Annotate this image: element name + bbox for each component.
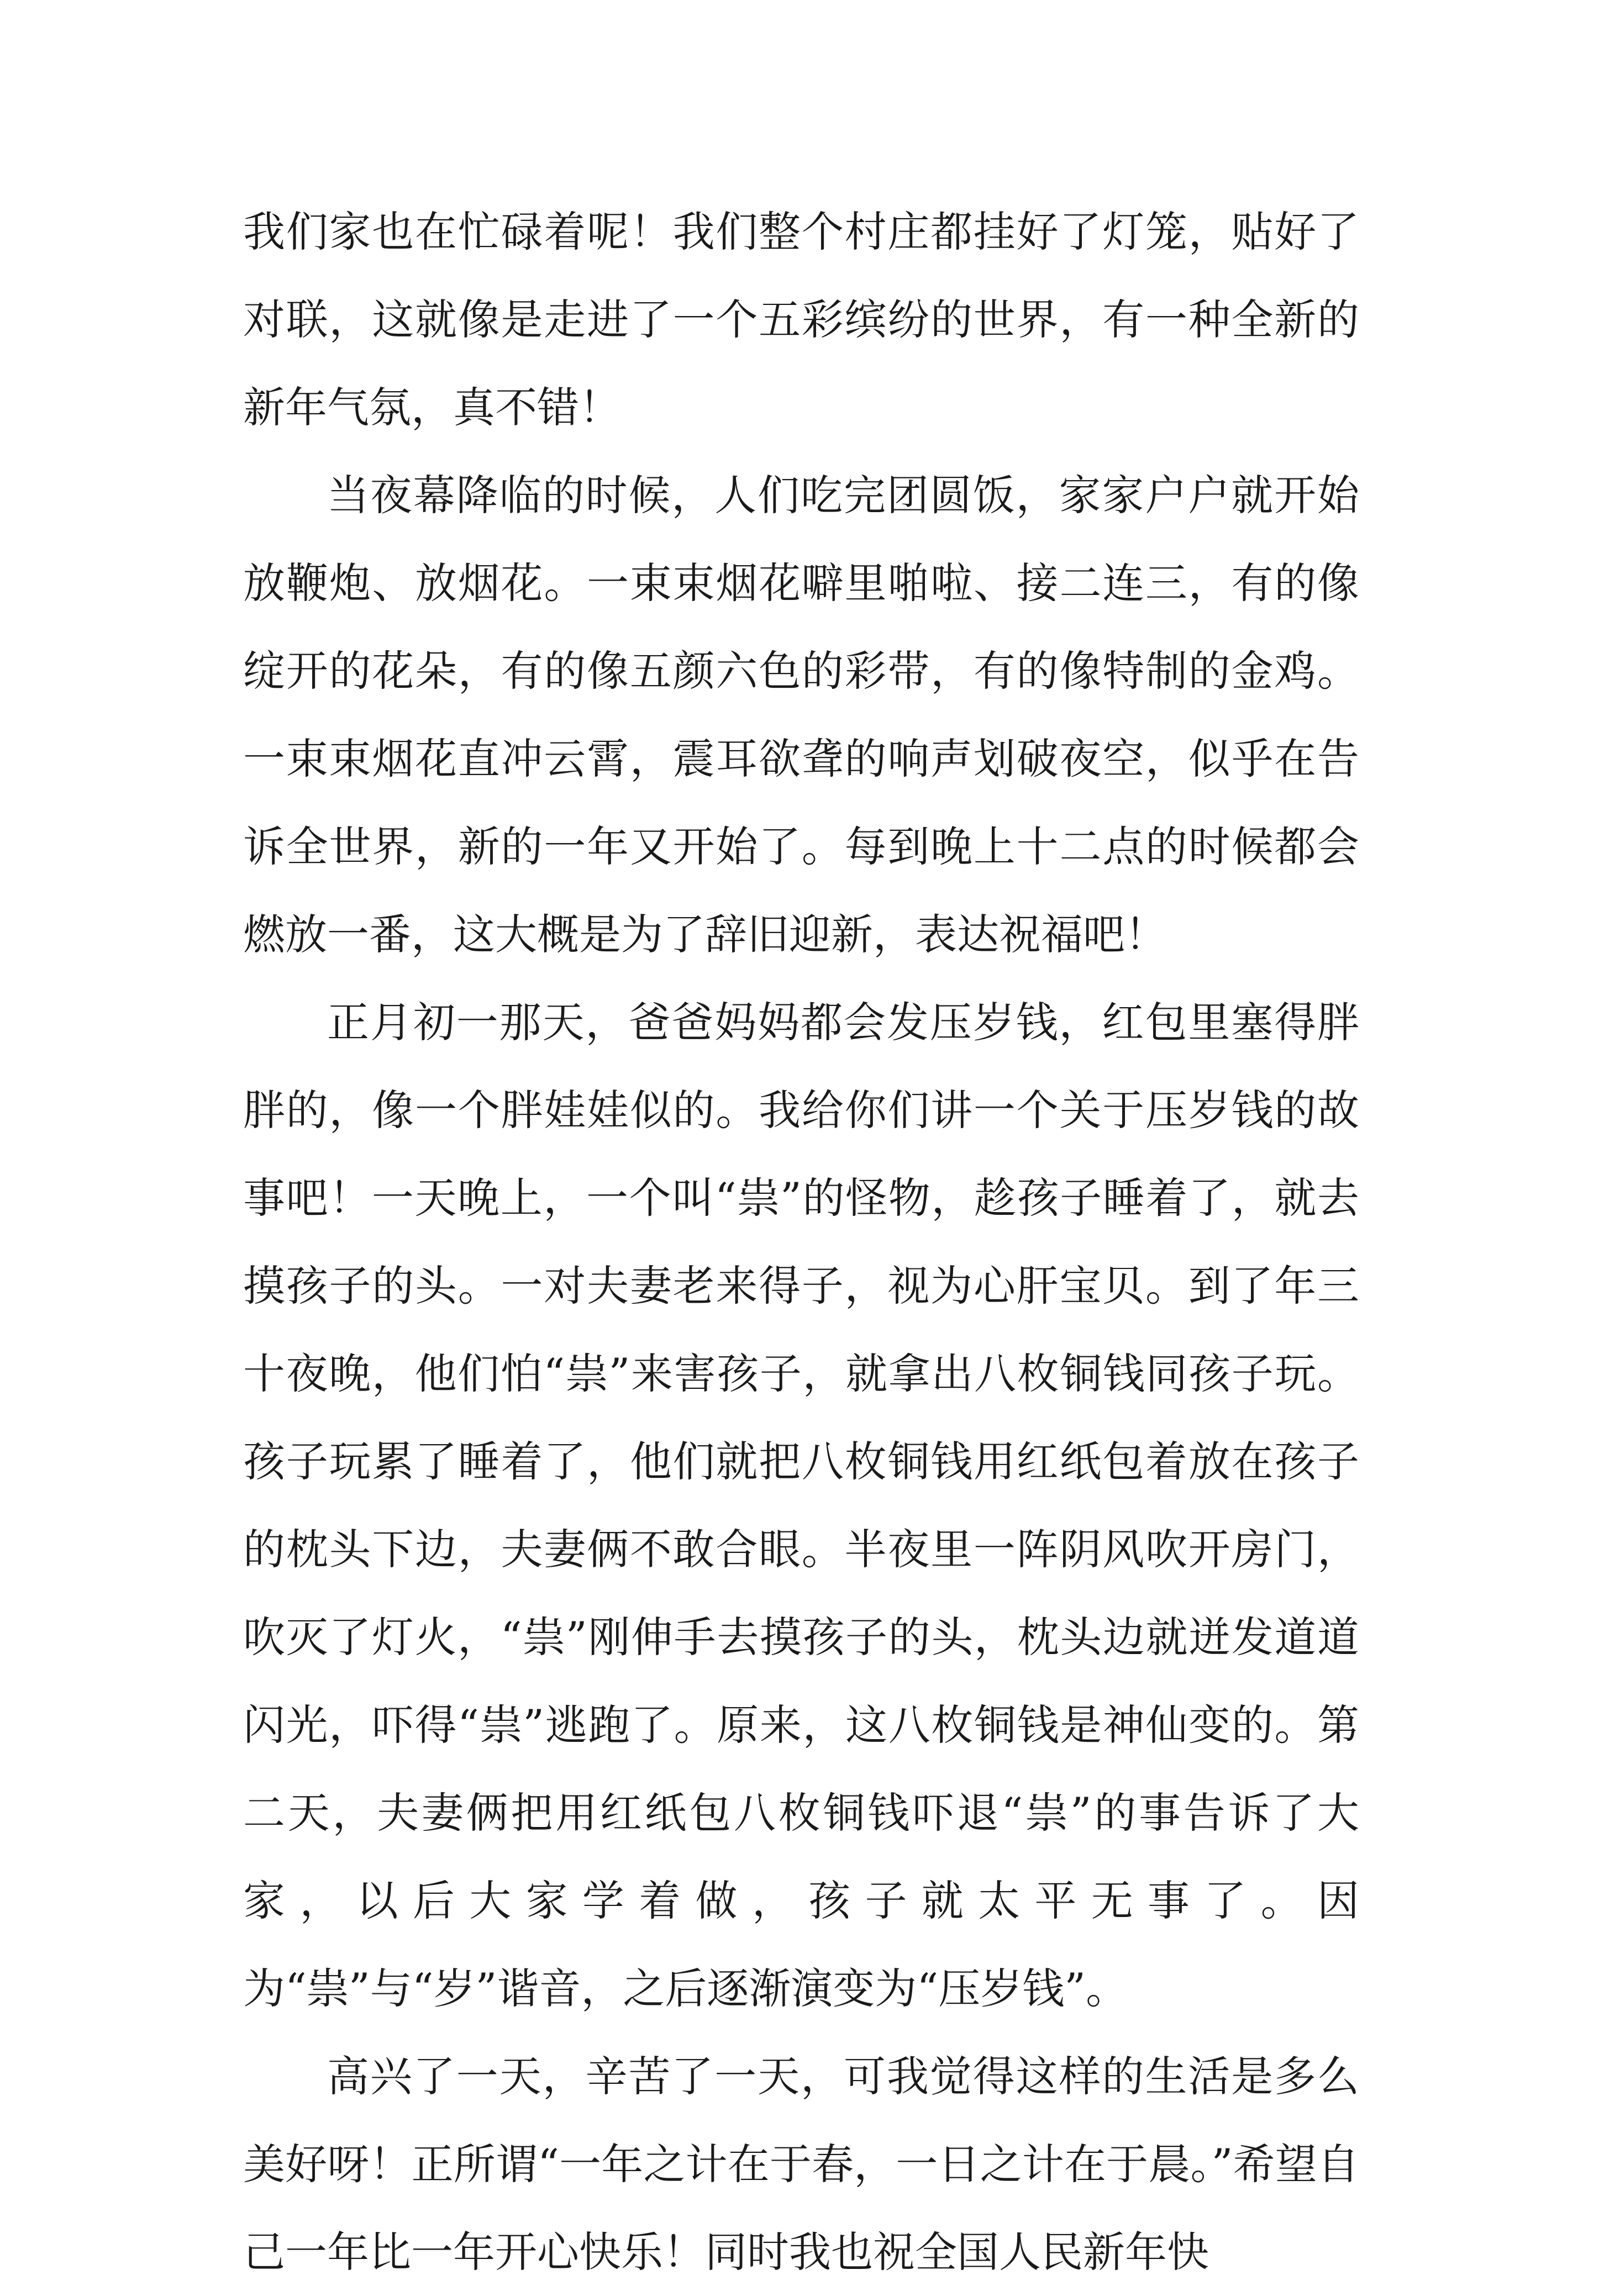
document-body bbox=[243, 188, 1359, 2296]
paragraph-2: 当夜幕降临的时候，人们吃完团圆饭，家家户户就开始放鞭炮、放烟花。一束束烟花噼里啪啦、接二连三，有的像绽开的花朵，有的像五颜六色的彩带，有的像特制的金鸡。一束束烟花直冲云霄，震耳欲聋的响声划破夜空，似乎在告诉全世界，新的一年又开始了。每到晚上十二点的时候都会燃放一番，这大概是为了辞旧迎新，表达祝福吧！ bbox=[243, 471, 1359, 959]
paragraph-1: 我们家也在忙碌着呢！我们整个村庄都挂好了灯笼，贴好了对联，这就像是走进了一个五彩缤纷的世界，有一种全新的新年气氛，真不错！ bbox=[243, 207, 1359, 432]
paragraph-3: 正月初一那天，爸爸妈妈都会发压岁钱，红包里塞得胖胖的，像一个胖娃娃似的。我给你们讲一个关于压岁钱的故事吧！一天晚上，一个叫“祟”的怪物，趁孩子睡着了，就去摸孩子的头。一对夫妻老来得子，视为心肝宝贝。到了年三十夜晚，他们怕“祟”来害孩子，就拿出八枚铜钱同孩子玩。孩子玩累了睡着了，他们就把八枚铜钱用红纸包着放在孩子的枕头下边，夫妻俩不敢合眼。半夜里一阵阴风吹开房门，吹灭了灯火，“祟”刚伸手去摸孩子的头，枕头边就迸发道道闪光，吓得“祟”逃跑了。原来，这八枚铜钱是神仙变的。第二天，夫妻俩把用红纸包八枚铜钱吓退“祟”的事告诉了大家，以后大家学着做，孩子就太平无事了。因为“祟”与“岁”谐音，之后逐渐演变为“压岁钱”。 bbox=[243, 998, 1359, 2013]
paragraph-4: 高兴了一天，辛苦了一天，可我觉得这样的生活是多么美好呀！正所谓“一年之计在于春，一日之计在于晨。”希望自己一年比一年开心快乐！同时我也祝全国人民新年快 bbox=[243, 2052, 1359, 2277]
